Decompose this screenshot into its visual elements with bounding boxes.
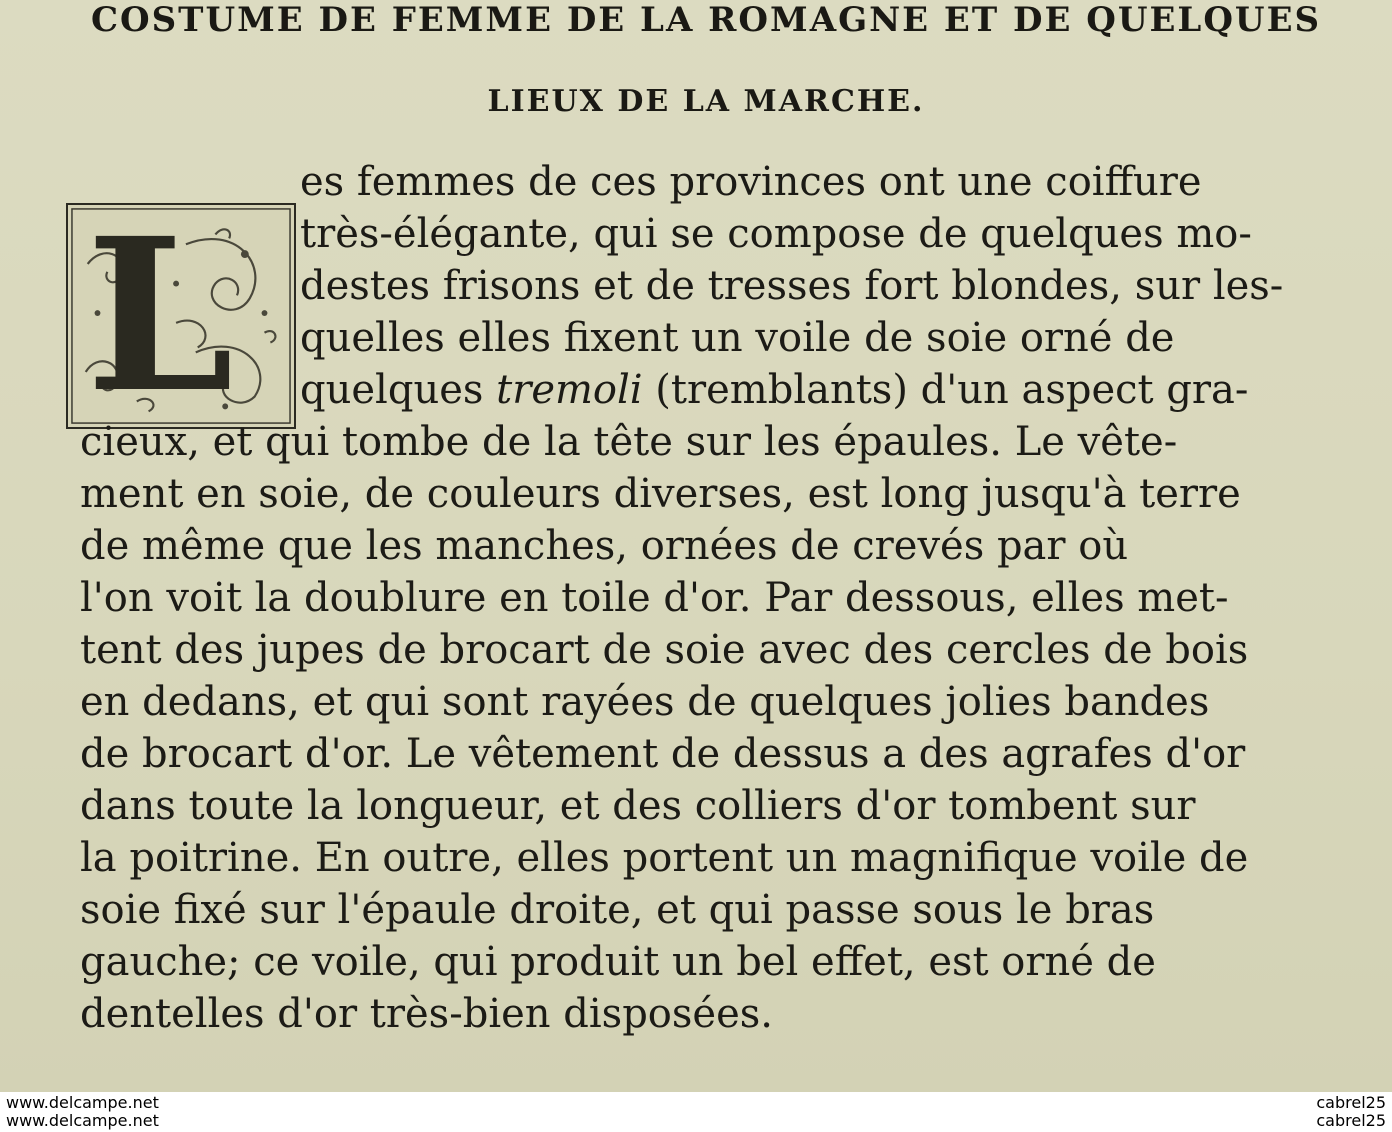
watermark-site: www.delcampe.net [6,1093,159,1112]
text-line: très-élégante, qui se compose de quelques mo- [300,211,1252,257]
watermark-bar [0,1092,1392,1132]
text-line: cieux, et qui tombe de la tête sur les épaules. Le vête- [80,419,1178,465]
text-line: l'on voit la doublure en toile d'or. Par dessous, elles met- [80,575,1229,621]
text-segment: quelques [300,367,497,413]
title-line-2: LIEUX DE LA MARCHE. [487,84,925,119]
watermark-seller: cabrel25 [1316,1093,1386,1112]
drop-cap-letter: L [86,192,234,439]
watermark-seller: cabrel25 [1316,1111,1386,1130]
title-line-1: COSTUME DE FEMME DE LA ROMAGNE ET DE QUELQUES [90,0,1322,40]
text-line: tent des jupes de brocart de soie avec des cercles de bois [80,627,1249,673]
text-segment: (tremblants) d'un aspect gra- [642,367,1249,413]
text-line: es femmes de ces provinces ont une coiffure [300,159,1202,205]
text-line: de même que les manches, ornées de crevés par où [80,523,1129,569]
text-line: soie fixé sur l'épaule droite, et qui passe sous le bras [80,887,1155,933]
text-line: dentelles d'or très-bien disposées. [80,991,773,1037]
text-line: ment en soie, de couleurs diverses, est long jusqu'à terre [80,471,1241,517]
text-line: la poitrine. En outre, elles portent un magnifique voile de [80,835,1249,881]
ornate-drop-cap [66,192,296,439]
watermark-site: www.delcampe.net [6,1111,159,1130]
text-line: de brocart d'or. Le vêtement de dessus a des agrafes d'or [80,731,1246,777]
text-line: en dedans, et qui sont rayées de quelques jolies bandes [80,679,1210,725]
text-line: destes frisons et de tresses fort blondes, sur les- [300,263,1284,309]
text-line [300,368,1248,412]
text-line: gauche; ce voile, qui produit un bel effet, est orné de [80,939,1156,985]
text-line: dans toute la longueur, et des colliers d'or tombent sur [80,783,1196,829]
text-line: quelles elles fixent un voile de soie orné de [300,315,1175,361]
italic-term: tremoli [496,367,643,413]
